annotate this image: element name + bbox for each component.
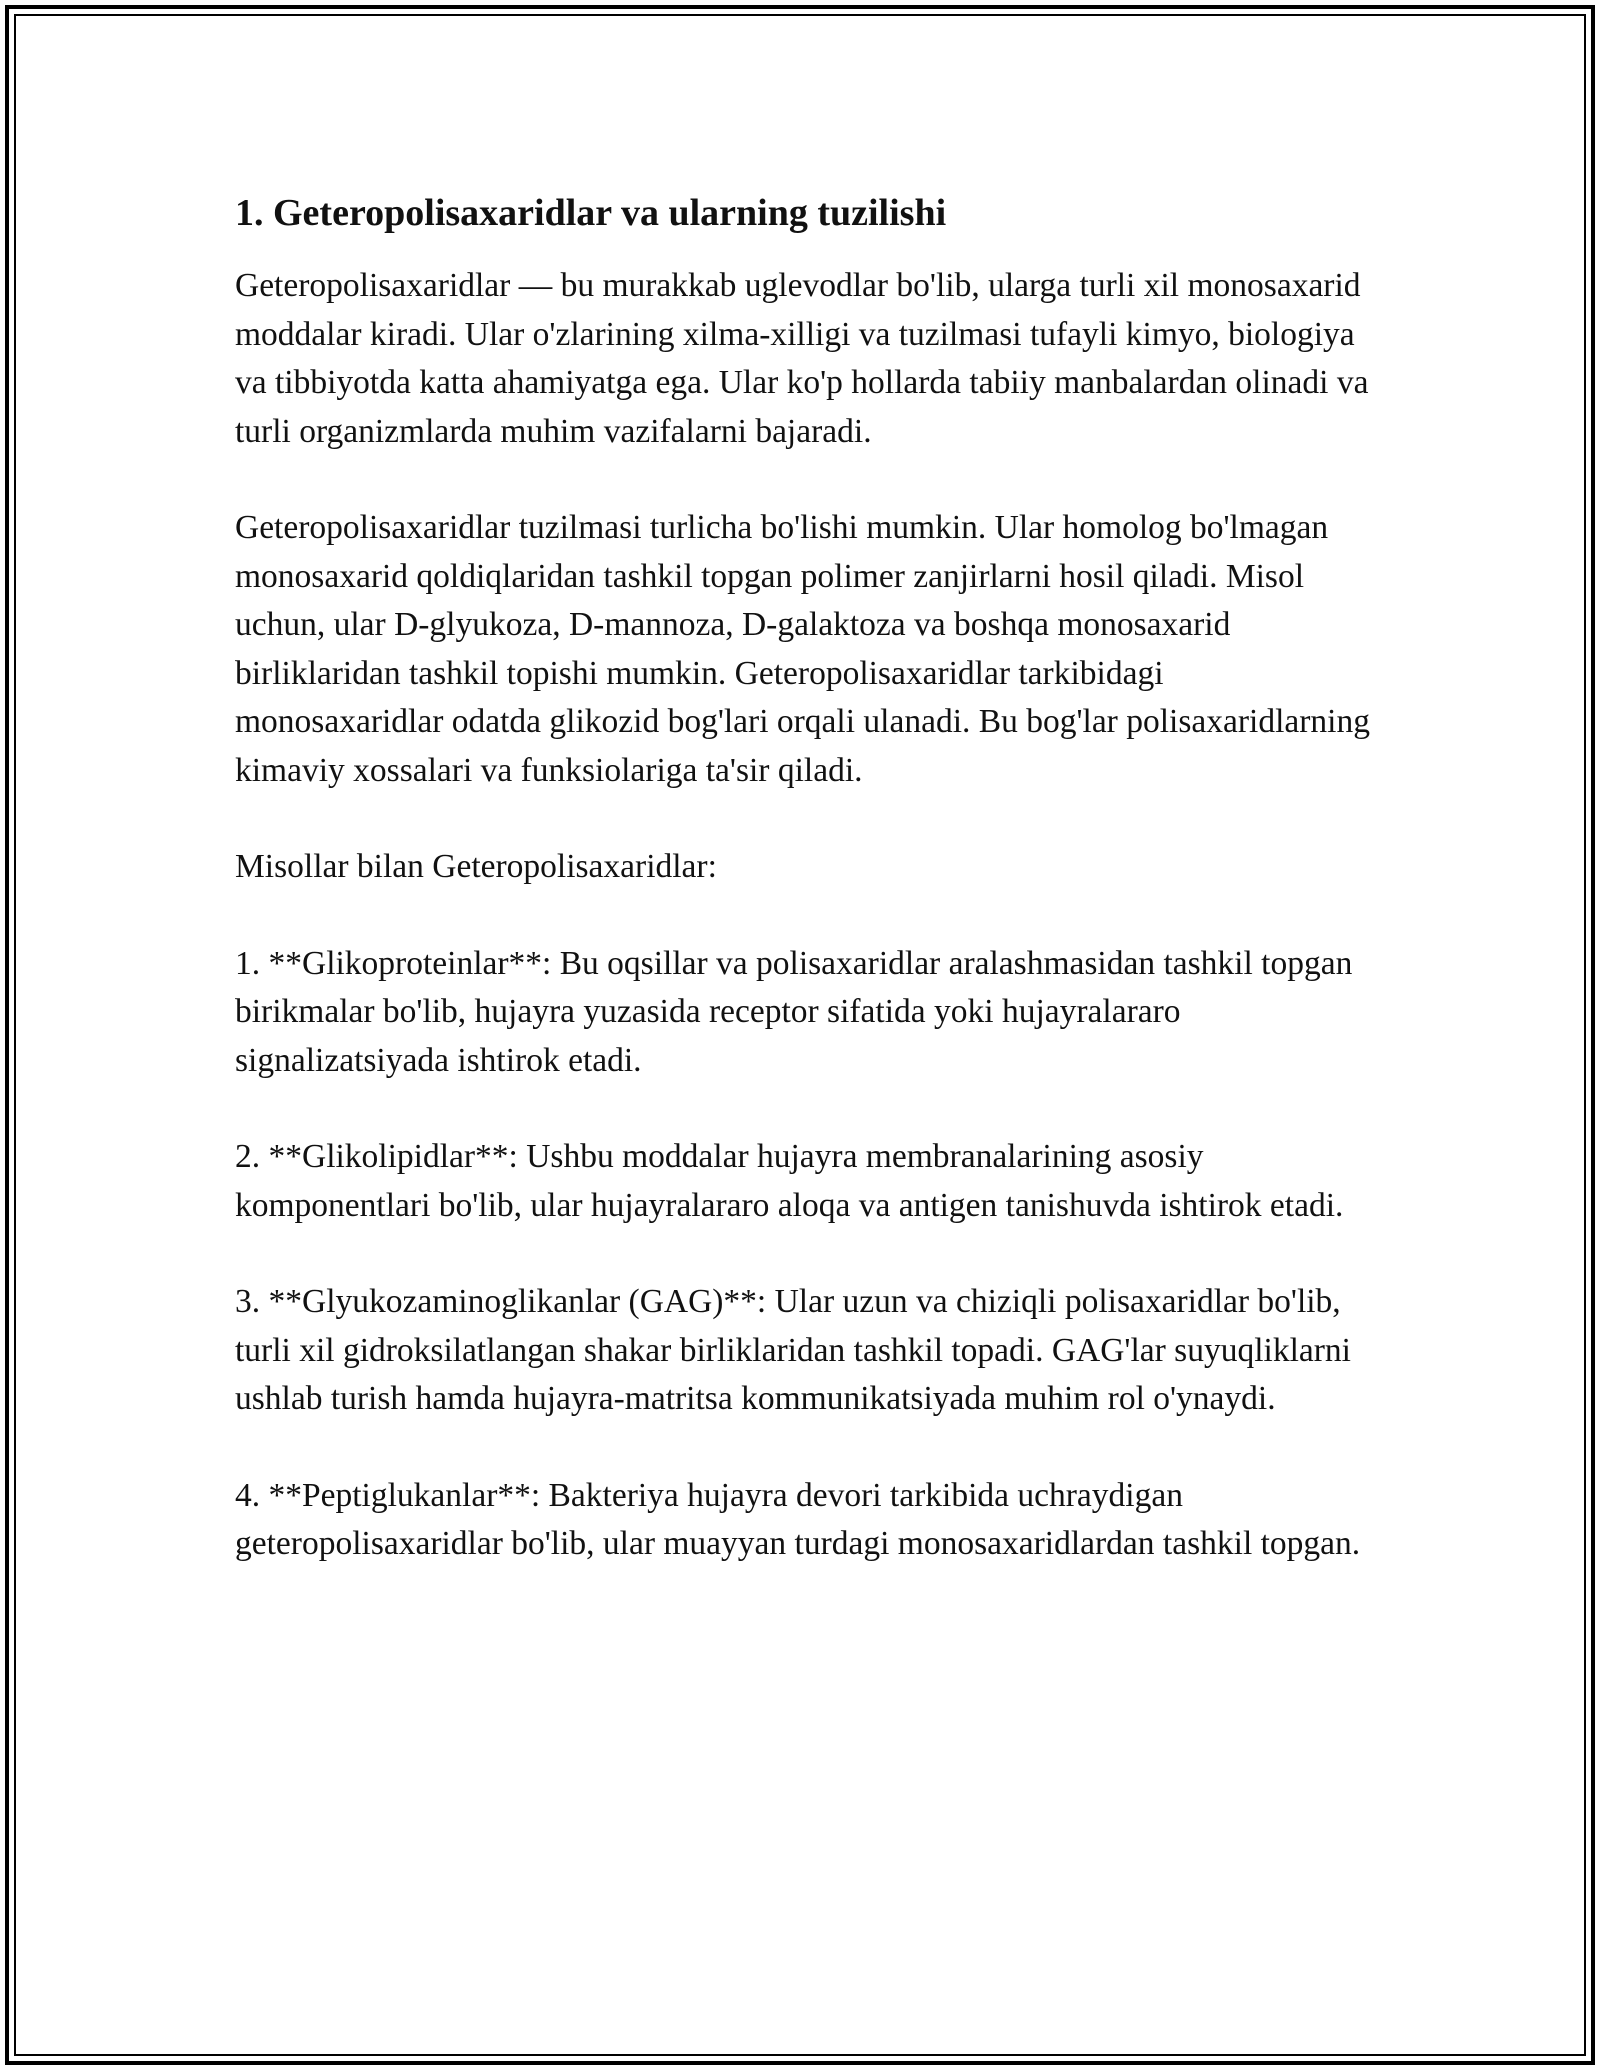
list-item-glycoproteins: 1. **Glikoproteinlar**: Bu oqsillar va polisaxaridlar aralashmasidan tashkil topgan birikmalar bo'lib, hujayra yuzasida receptor sifatida yoki hujayralararo signalizatsiyada ishtirok etadi. (235, 944, 1353, 1079)
paragraph-structure: Geteropolisaxaridlar tuzilmasi turlicha bo'lishi mumkin. Ular homolog bo'lmagan monosaxarid qoldiqlaridan tashkil topgan polimer zanjirlarni hosil qiladi. Misol uchun, ular D-glyukoza, D-mannoza, D-galaktoza va boshqa monosaxarid birliklaridan tashkil topishi mumkin. Geteropolisaxaridlar tarkibidagi monosaxaridlar odatda glikozid bog'lari orqali ulanadi. Bu bog'lar polisaxaridlarning kimaviy xossalari va funksiolariga ta'sir qiladi. (235, 509, 1370, 789)
section-heading: 1. Geteropolisaxaridlar va ularning tuzilishi (235, 192, 947, 234)
paragraph-examples-label: Misollar bilan Geteropolisaxaridlar: (235, 848, 717, 885)
paragraph-intro: Geteropolisaxaridlar — bu murakkab uglevodlar bo'lib, ularga turli xil monosaxarid moddalar kiradi. Ular o'zlarining xilma-xilligi va tuzilmasi tufayli kimyo, biologiya va tibbiyotda katta ahamiyatga ega. Ular ko'p hollarda tabiiy manbalardan olinadi va turli organizmlarda muhim vazifalarni bajaradi. (235, 267, 1369, 450)
list-item-glycolipids: 2. **Glikolipidlar**: Ushbu moddalar hujayra membranalarining asosiy komponentlari bo'lib, ular hujayralararo aloqa va antigen tanishuvda ishtirok etadi. (235, 1138, 1344, 1224)
list-item-gag: 3. **Glyukozaminoglikanlar (GAG)**: Ular uzun va chiziqli polisaxaridlar bo'lib, turli xil gidroksilatlangan shakar birliklaridan tashkil topadi. GAG'lar suyuqliklarni ushlab turish hamda hujayra-matritsa kommunikatsiyada muhim rol o'ynaydi. (235, 1283, 1351, 1417)
list-item-peptidoglycans: 4. **Peptiglukanlar**: Bakteriya hujayra devori tarkibida uchraydigan geteropolisaxaridlar bo'lib, ular muayyan turdagi monosaxaridlardan tashkil topgan. (235, 1476, 1361, 1562)
document-body (235, 186, 1375, 1617)
